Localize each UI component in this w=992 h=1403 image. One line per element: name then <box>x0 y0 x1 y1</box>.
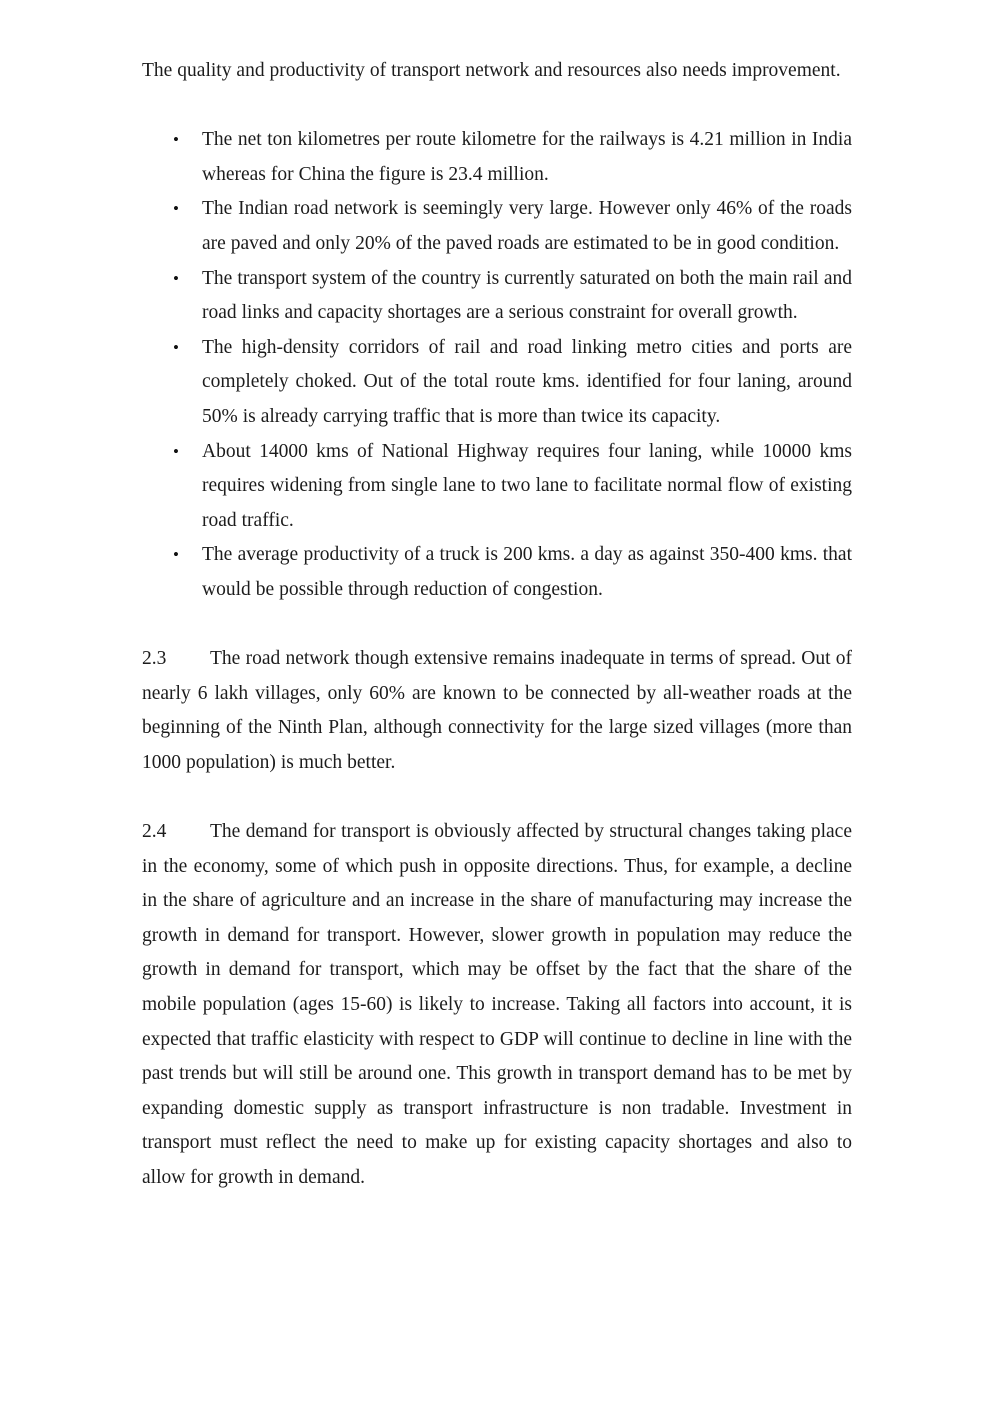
bullet-icon: • <box>173 337 179 357</box>
list-item <box>142 262 852 331</box>
section-text: The demand for transport is obviously affected by structural changes taking place in the economy, some of which push in opposite directions. Thus, for example, a decline in the share of agriculture and an increase in the share of manufacturing may increase the growth in demand for transport. However, slower growth in population may reduce the growth in demand for transport, which may be offset by the fact that the share of the mobile population (ages 15-60) is likely to increase. Taking all factors into account, it is expected that traffic elasticity with respect to GDP will continue to decline in line with the past trends but will still be around one. This growth in transport demand has to be met by expanding domestic supply as transport infrastructure is non tradable. Investment in transport must reflect the need to make up for existing capacity shortages and also to allow for growth in demand. <box>142 821 852 1188</box>
page-content <box>142 54 852 1196</box>
list-item-text: The net ton kilometres per route kilometre for the railways is 4.21 million in India whereas for China the figure is 23.4 million. <box>202 129 852 185</box>
list-item-text: The transport system of the country is currently saturated on both the main rail and road links and capacity shortages are a serious constraint for overall growth. <box>202 267 852 324</box>
list-item-text: The average productivity of a truck is 200 kms. a day as against 350-400 kms. that would be possible through reduction of congestion. <box>202 544 852 600</box>
section-number: 2.3 <box>142 648 167 670</box>
section-paragraph-2-3 <box>142 642 852 780</box>
list-item-text: The Indian road network is seemingly very large. However only 46% of the roads are paved and only 20% of the paved roads are estimated to be in good condition. <box>202 198 852 254</box>
list-item-text: The high-density corridors of rail and road linking metro cities and ports are completely choked. Out of the total route kms. identified for four laning, around 50% is already carrying traffic that is more than twice its capacity. <box>202 336 852 427</box>
spacer-after-bullets <box>142 608 852 643</box>
bullet-icon: • <box>173 268 179 288</box>
bullet-icon: • <box>173 545 179 565</box>
section-number: 2.4 <box>142 821 167 843</box>
intro-paragraph: The quality and productivity of transport network and resources also needs improvement. <box>142 60 841 81</box>
list-item-text: About 14000 kms of National Highway requires four laning, while 10000 kms requires widening from single lane to two lane to facilitate normal flow of existing road traffic. <box>202 440 852 531</box>
list-item <box>142 123 852 192</box>
bullet-icon: • <box>173 199 179 219</box>
list-item <box>142 435 852 539</box>
bullet-icon: • <box>173 441 179 461</box>
bullet-icon: • <box>173 130 179 150</box>
list-item <box>142 192 852 261</box>
section-text: The road network though extensive remains inadequate in terms of spread. Out of nearly 6 lakh villages, only 60% are known to be connected by all-weather roads at the beginning of the Ninth Plan, although connectivity for the large sized villages (more than 1000 population) is much better. <box>142 648 852 773</box>
list-item <box>142 538 852 607</box>
bullet-list <box>142 123 852 607</box>
list-item <box>142 331 852 435</box>
spacer-after-intro <box>142 89 852 124</box>
section-paragraph-2-4 <box>142 815 852 1196</box>
spacer-between-sections <box>142 780 852 815</box>
